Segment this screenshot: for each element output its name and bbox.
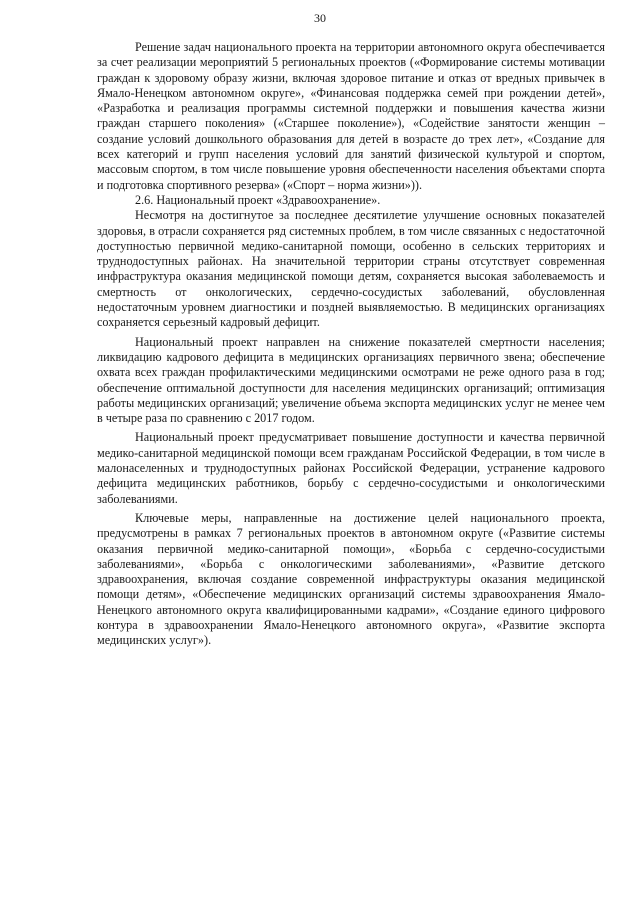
paragraph-healthcare-problems: Несмотря на достигнутое за последнее десятилетие улучшение основных показателей здоровья, в отрасли сохраняется ряд системных проблем, в том числе связанных с недостаточной доступностью первичной медико-санитарной помощи, особенно в сельских территориях и труднодоступных районах. На значительной территории страны отсутствует современная инфраструктура оказания медицинской помощи детям, сохраняется высокая заболеваемость и смертность от онкологических, сердечно-сосудистых заболеваний, обусловленная недостаточным уровнем диагностики и поздней выявляемостью. В медицинских организациях сохраняется серьезный кадровый дефицит. <box>97 208 605 330</box>
paragraph-healthcare-provisions: Национальный проект предусматривает повышение доступности и качества первичной медико-санитарной медицинской помощи всем гражданам Российской Федерации, в том числе в малонаселенных и труднодоступных районах Российской Федерации, устранение кадрового дефицита медицинских работников, борьбу с сердечно-сосудистыми и онкологическими заболеваниями. <box>97 430 605 506</box>
paragraph-demography-projects: Решение задач национального проекта на территории автономного округа обеспечивается за счет реализации мероприятий 5 региональных проектов («Формирование системы мотивации граждан к здоровому образу жизни, включая здоровое питание и отказ от вредных привычек в Ямало-Ненецком автономном округе», «Финансовая поддержка семей при рождении детей», «Разработка и реализация программы системной поддержки и повышения качества жизни граждан старшего поколения» («Старшее поколение»), «Содействие занятости женщин – создание условий дошкольного образования для детей в возрасте до трех лет», «Создание для всех категорий и групп населения условий для занятий физической культурой и спортом, массовым спортом, в том числе повышение уровня обеспеченности населения объектами спорта и подготовка спортивного резерва» («Спорт – норма жизни»)). <box>97 40 605 192</box>
paragraph-healthcare-key-measures: Ключевые меры, направленные на достижение целей национального проекта, предусмотрены в рамках 7 региональных проектов в автономном округе («Развитие системы оказания первичной медико-санитарной помощи», «Борьба с сердечно-сосудистыми заболеваниями», «Борьба с онкологическими заболеваниями», «Развитие детского здравоохранения, включая создание современной инфраструктуры оказания медицинской помощи детям», «Обеспечение медицинских организаций системы здравоохранения Ямало-Ненецкого автономного округа квалифицированными кадрами», «Создание единого цифрового контура в здравоохранении Ямало-Ненецкого автономного округа», «Развитие экспорта медицинских услуг»). <box>97 510 605 648</box>
paragraph-healthcare-goals: Национальный проект направлен на снижение показателей смертности населения; ликвидацию кадрового дефицита в медицинских организациях первичного звена; обеспечение охвата всех граждан профилактическими медицинскими осмотрами не реже одного раза в год; обеспечение оптимальной доступности для населения медицинских организаций; оптимизация работы медицинских организаций; увеличение объема экспорта медицинских услуг не менее чем в четыре раза по сравнению с 2017 годом. <box>97 334 605 426</box>
document-body <box>97 40 605 649</box>
page-number: 30 <box>314 11 326 25</box>
section-heading-healthcare: 2.6. Национальный проект «Здравоохранение». <box>135 192 381 207</box>
